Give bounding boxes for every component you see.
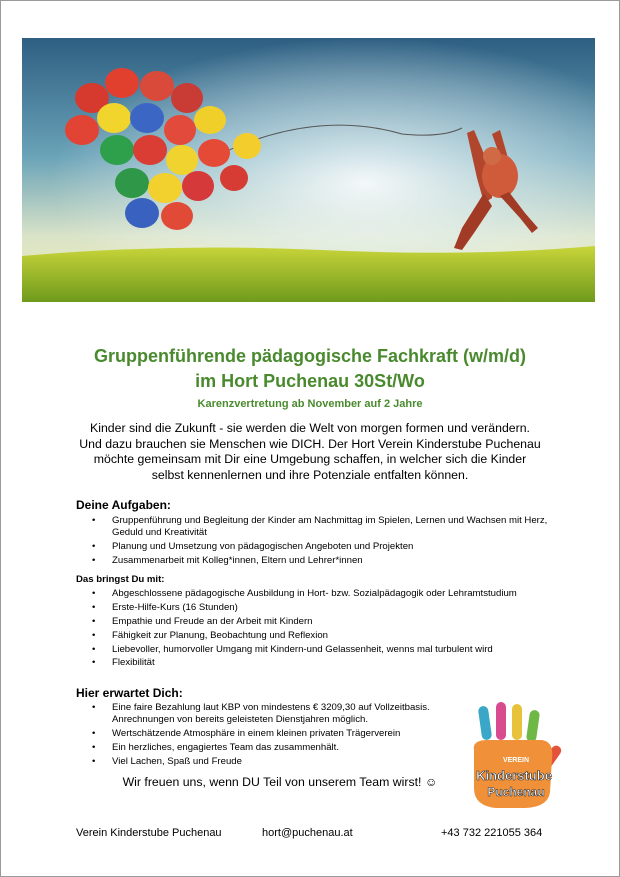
list-item: • Abgeschlossene pädagogische Ausbildung in Hort- bzw. Sozialpädagogik oder Lehramtstudium [76,588,556,600]
list-item: • Eine faire Bezahlung laut KBP von mindestens € 3209,30 auf Vollzeitbasis. Anrechnungen von bereits geleisteten Dienstjahren möglich. [76,702,476,726]
list-item: • Viel Lachen, Spaß und Freude [76,756,476,768]
list-item: • Planung und Umsetzung von pädagogischen Angeboten und Projekten [76,541,556,553]
job-subtitle: Karenzvertretung ab November auf 2 Jahre [197,398,423,410]
intro-line: möchte gemeinsam mit Dir eine Umgebung schaffen, in welcher sich die Kinder [93,452,527,466]
banner-image-balloons [22,38,595,302]
offer-heading: Hier erwartet Dich: [76,686,183,700]
intro-line: Und dazu brauchen sie Menschen wie DICH. Der Hort Verein Kinderstube Puchenau [79,436,541,451]
list-item: • Zusammenarbeit mit Kolleg*innen, Eltern und Lehrer*innen [76,555,556,567]
list-item: • Gruppenführung und Begleitung der Kinder am Nachmittag im Spielen, Lernen und Wachsen mit Herz, Geduld und Kreativität [76,515,556,539]
tasks-heading: Deine Aufgaben: [76,498,171,512]
footer-phone: +43 732 221055 364 [441,827,543,839]
requirements-heading: Das bringst Du mit: [76,574,165,585]
logo-line-2: Kinderstube [476,768,552,783]
list-item: • Erste-Hilfe-Kurs (16 Stunden) [76,602,556,614]
list-item: • Wertschätzende Atmosphäre in einem kleinen privaten Trägerverein [76,728,476,740]
logo-line-1: VEREIN [502,757,530,764]
offer-list [76,702,476,770]
job-title-line-1: Gruppenführende pädagogische Fachkraft (w/m/d) [93,346,527,366]
list-item: • Flexibilität [76,657,556,669]
list-item: • Ein herzliches, engagiertes Team das zusammenhält. [76,742,476,754]
hand-logo-graphic [462,700,570,812]
closing-sentence: Wir freuen uns, wenn DU Teil von unserem Team wirst! ☺ [122,775,438,789]
intro-line: selbst kennenlernen und ihre Potenziale entfalten können. [151,467,469,482]
requirements-list [76,588,556,671]
list-item: • Liebevoller, humorvoller Umgang mit Kindern-und Gelassenheit, wenns mal turbulent wird [76,644,556,656]
kinderstube-logo [462,700,570,812]
job-title-line-2: im Hort Puchenau 30St/Wo [195,371,425,391]
tasks-list [76,515,556,569]
intro-line: Kinder sind die Zukunft - sie werden die Welt von morgen formen und verändern. [90,421,530,435]
footer-organization: Verein Kinderstube Puchenau [76,827,222,839]
banner-illustration [22,38,595,302]
list-item: • Empathie und Freude an der Arbeit mit Kindern [76,616,556,628]
list-item: • Fähigkeit zur Planung, Beobachtung und Reflexion [76,630,556,642]
footer-email[interactable]: hort@puchenau.at [262,827,353,839]
intro-paragraph [60,421,560,483]
logo-line-3: Puchenau [487,785,545,799]
